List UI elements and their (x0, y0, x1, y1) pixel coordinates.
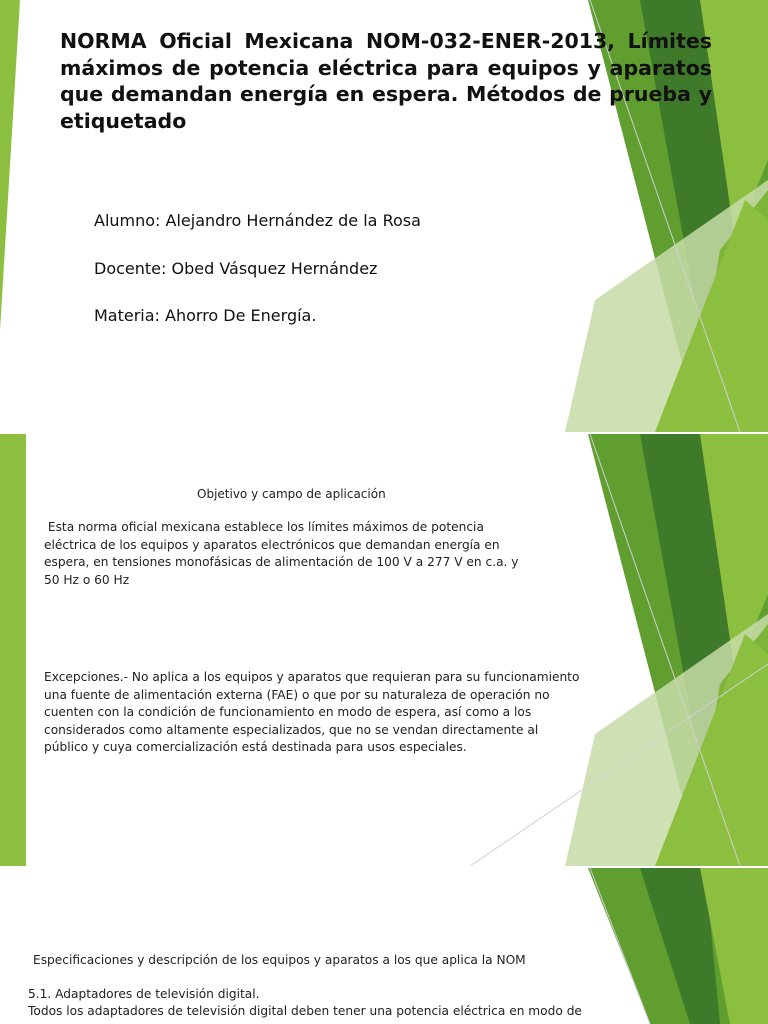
teacher-line: Docente: Obed Vásquez Hernández (94, 259, 378, 278)
text-line: espera, en tensiones monofásicas de alimentación de 100 V a 277 V en c.a. y (44, 555, 519, 569)
text-line: cuenten con la condición de funcionamiento en modo de espera, así como a los (44, 705, 532, 719)
subject-line: Materia: Ahorro De Energía. (94, 306, 317, 325)
text-line: Esta norma oficial mexicana establece los límites máximos de potencia (44, 520, 484, 534)
section-heading: Objetivo y campo de aplicación (197, 487, 386, 501)
slide-title: NORMA Oficial Mexicana NOM-032-ENER-2013, Límites máximos de potencia eléctrica para equipos y aparatos que demandan energía en espera. Métodos de prueba y etiquetado (60, 29, 712, 133)
item-title: 5.1. Adaptadores de televisión digital. (28, 987, 260, 1001)
text-line: Excepciones.- No aplica a los equipos y aparatos que requieran para su funcionamiento (44, 670, 580, 684)
text-line: una fuente de alimentación externa (FAE) o que por su naturaleza de operación no (44, 687, 550, 702)
text-line: 50 Hz o 60 Hz (44, 572, 130, 587)
exceptions-paragraph (44, 669, 579, 757)
student-line: Alumno: Alejandro Hernández de la Rosa (94, 211, 421, 230)
slide-1 (0, 0, 768, 432)
slide-3 (0, 868, 768, 1024)
text-line: público y cuya comercialización está destinada para usos especiales. (44, 740, 467, 754)
objective-paragraph (44, 519, 519, 589)
text-line: eléctrica de los equipos y aparatos electrónicos que demandan energía en (44, 537, 500, 552)
item-text: Todos los adaptadores de televisión digital deben tener una potencia eléctrica en modo de (28, 1004, 582, 1018)
slide-2 (0, 434, 768, 866)
text-line: considerados como altamente especializados, que no se vendan directamente al (44, 722, 539, 737)
section-heading: Especificaciones y descripción de los equipos y aparatos a los que aplica la NOM (33, 953, 526, 967)
